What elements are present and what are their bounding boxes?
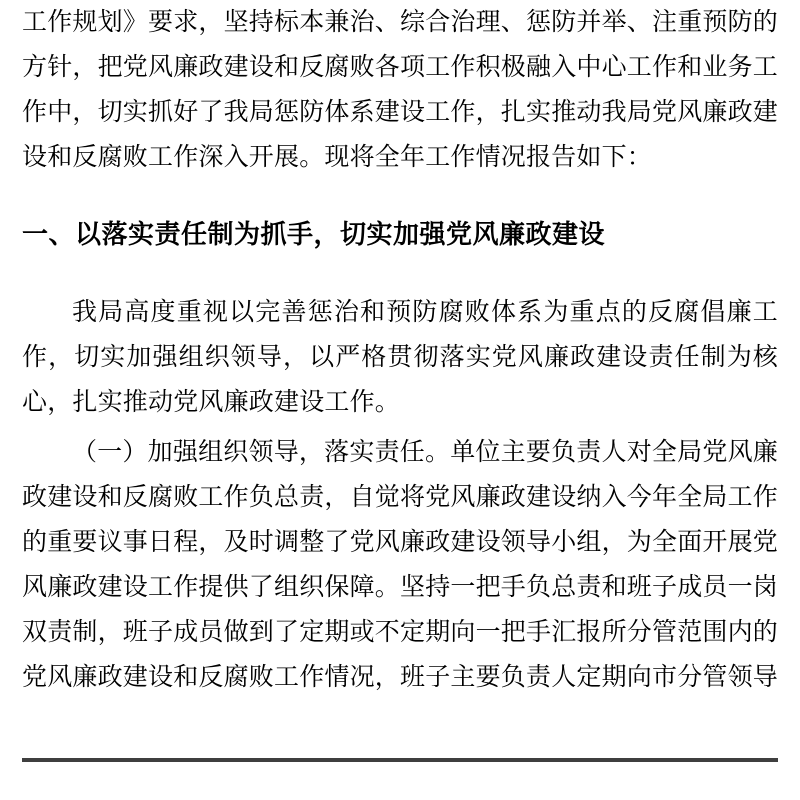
paragraph-overview: 我局高度重视以完善惩治和预防腐败体系为重点的反腐倡廉工作，切实加强组织领导，以严格贯彻落实党风廉政建设责任制为核心，扎实推动党风廉政建设工作。 [22,299,778,416]
paragraph-continued-from-previous-page: 工作规划》要求，坚持标本兼治、综合治理、惩防并举、注重预防的方针，把党风廉政建设和反腐败各项工作积极融入中心工作和业务工作中，切实抓好了我局惩防体系建设工作，扎实推动我局党风廉政建设和反腐败工作深入开展。现将全年工作情况报告如下： [22,9,779,171]
section-heading: 一、以落实责任制为抓手，切实加强党风廉政建设 [22,219,606,249]
paragraph-item-1: （一）加强组织领导，落实责任。单位主要负责人对全局党风廉政建设和反腐败工作负总责，自觉将党风廉政建设纳入今年全局工作的重要议事日程，及时调整了党风廉政建设领导小组，为全面开展党风廉政建设工作提供了组织保障。坚持一把手负总责和班子成员一岗双责制，班子成员做到了定期或不定期向一把手汇报所分管范围内的党风廉政建设和反腐败工作情况，班子主要负责人定期向市分管领导 [22,439,779,691]
footer-divider-line [22,758,778,762]
